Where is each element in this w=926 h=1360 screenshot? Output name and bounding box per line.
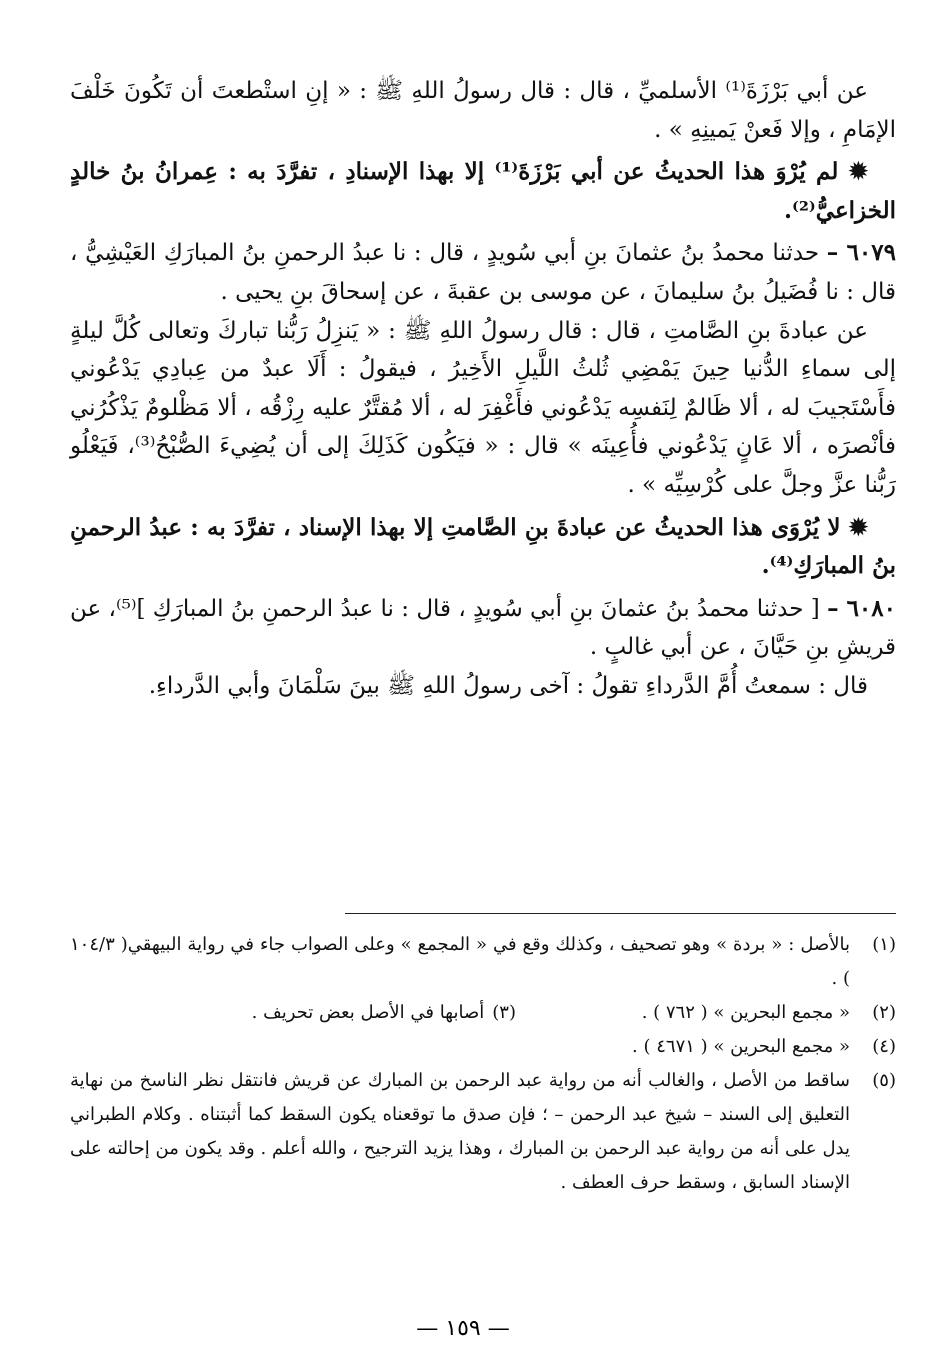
footnote-number: (٥) [872,1070,896,1091]
footnote-4 [70,1030,896,1064]
footnote-row-2-3 [70,996,896,1030]
paragraph-hadith-ubada: عن عبادةَ بنِ الصَّامتِ ، قال : قال رسولُ اللهِ ﷺ : « يَنزِلُ رَبُّنا تباركَ وتعالى كُلَّ ليلةٍ إلى سماءِ الدُّنيا حِينَ يَمْضِي ثُلثُ اللَّيلِ الأَخِيرُ ، فيقولُ : أَلَا عبدٌ من عِبادِي يَدْعُوني فأَسْتَجيبَ له ، ألا ظَالمٌ لِنَفسِه يَدْعُوني فأَغْفِرَ له ، ألا مُقتَّرٌ عليه رِزْقُه ، ألا مَظْلومٌ يَذْكُرُني فأنْصرَه ، ألا عَانٍ يَدْعُوني فأُعِينَه » قال : « فيَكُون كَذَلِكَ إلى أن يُضِيءَ الصُّبْحُ⁽³⁾، فَيَعْلُو رَبُّنا عزَّ وجلَّ على كُرْسِيِّه » . [70,317,896,498]
hadith-number-6079: ٦٠٧٩ – [826,239,896,267]
footnote-text: ساقط من الأصل ، والغالب أنه من رواية عبد الرحمن بن المبارك عن قريش فانتقل نظر الناسخ من نهاية التعليق إلى السند – شيخ عبد الرحمن – ؛ فإن صدق ما توقعناه يكون السقط كما أثبتناه . وكلام الطبراني يدل على أنه من رواية عبد الرحمن بن المبارك ، وهذا يزيد الترجيح ، والله أعلم . وقد يكون من إحالته على الإسناد السابق ، وسقط حرف العطف . [70,1070,850,1193]
paragraph-hadith-umm-darda: قال : سمعتُ أُمَّ الدَّرداءِ تقولُ : آخى رسولُ اللهِ ﷺ بينَ سَلْمَانَ وأبي الدَّرداءِ. [148,672,868,699]
paragraph-comment-1: ✹ لم يُرْوَ هذا الحديثُ عن أبي بَرْزَةَ⁽¹⁾ إلا بهذا الإسنادِ ، تفرَّدَ به : عِمرانُ بنُ خالدٍ الخزاعيُّ⁽²⁾. [70,158,896,224]
footnote-divider [345,913,896,914]
footnote-1 [70,928,896,996]
isnad-6080: [ حدثنا محمدُ بنُ عثمانَ بنِ أبي سُويدٍ ، قال : نا عبدُ الرحمنِ بنُ المبارَكِ ]⁽⁵⁾، عن قريشِ بنِ حَيَّانَ ، عن أبي غالبٍ . [70,595,896,661]
isnad-6079: حدثنا محمدُ بنُ عثمانَ بنِ أبي سُويدٍ ، قال : نا عبدُ الرحمنِ بنُ المبارَكِ العَيْشِيُّ ، قال : نا فُضَيلُ بنُ سليمانَ ، عن موسى بن عقبةَ ، عن إسحاقَ بنِ يحيى . [70,240,896,305]
page-number: — ١٥٩ — [416,1316,510,1341]
footnote-text: « مجمع البحرين » ( ٤٦٧١ ) . [632,1036,850,1057]
footnotes [70,928,896,1200]
footnote-number: (٣) [492,1002,516,1023]
footnote-text: أصابها في الأصل بعض تحريف . [251,1002,485,1023]
paragraph-6080 [70,590,896,667]
main-text [70,72,896,706]
paragraph-hadith-barza: عن أبي بَرْزَةَ⁽¹⁾ الأسلميِّ ، قال : قال رسولُ اللهِ ﷺ : « إنِ استْطعتَ أن تَكُونَ خَلْفَ الإمَامِ ، وإلا فَعنْ يَمينِهِ » . [70,78,896,143]
paragraph-6079 [70,234,896,311]
footnote-number: (٤) [872,1036,896,1057]
footnote-text: « مجمع البحرين » ( ٧٦٢ ) . [641,1002,850,1023]
hadith-number-6080: ٦٠٨٠ – [827,594,896,622]
footnote-5 [70,1064,896,1200]
footnote-3 [252,996,516,1030]
footnote-number: (١) [872,934,896,955]
footnote-2 [516,996,896,1030]
footnote-number: (٢) [872,1002,896,1023]
footnote-text: بالأصل : « بردة » وهو تصحيف ، وكذلك وقع في « المجمع » وعلى الصواب جاء في رواية البيهقي( ١٠٤/٣ ) . [70,934,850,989]
paragraph-comment-2: ✹ لا يُرْوَى هذا الحديثُ عن عبادةَ بنِ الصَّامتِ إلا بهذا الإسناد ، تفرَّدَ به : عبدُ الرحمنِ بنُ المبارَكِ⁽⁴⁾. [70,513,896,580]
